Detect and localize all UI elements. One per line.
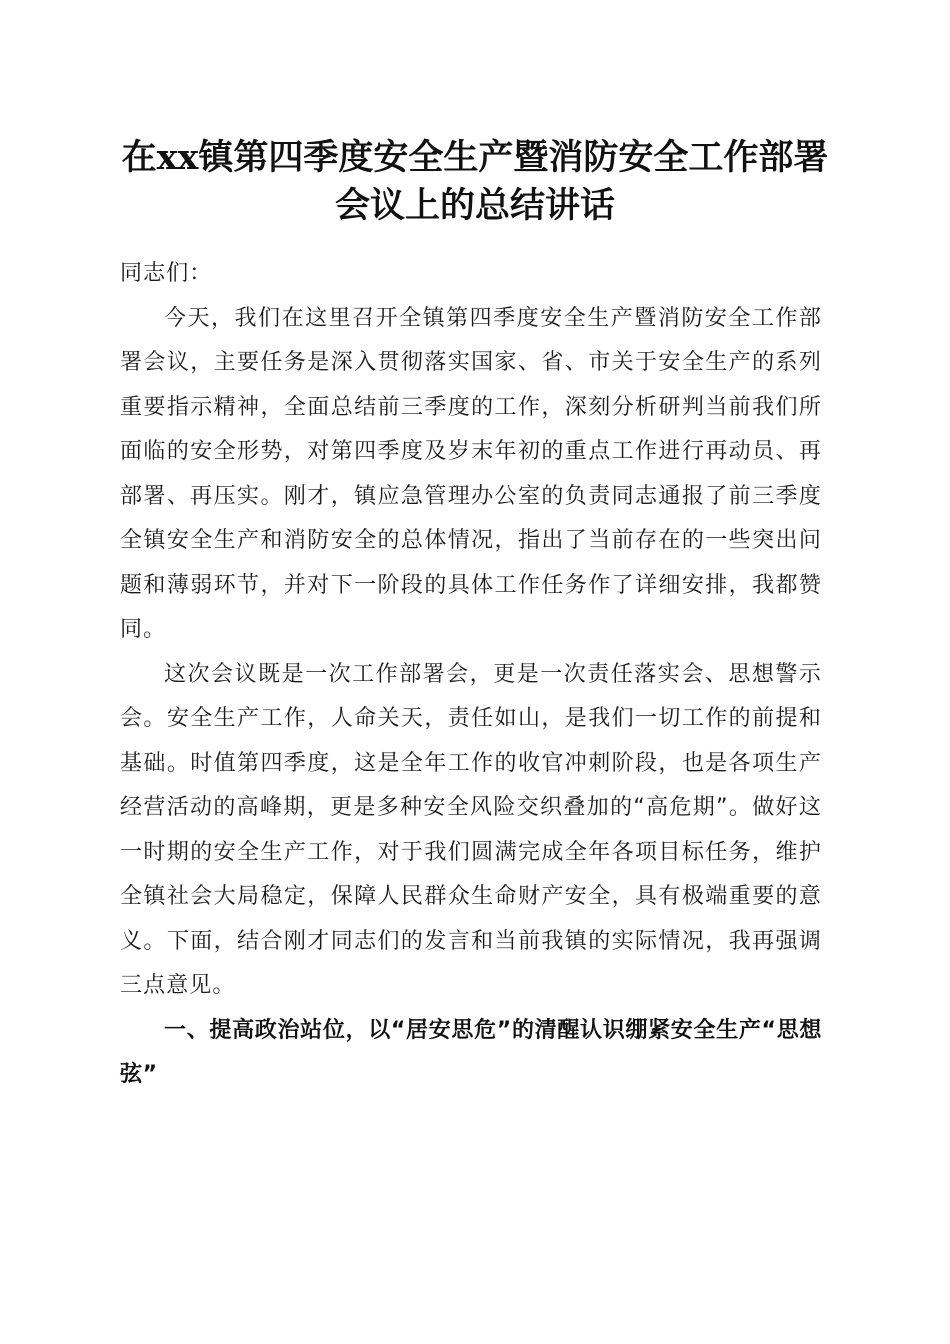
section-heading: 一、提高政治站位，以“居安思危”的清醒认识绷紧安全生产“思想弦”	[120, 1017, 822, 1087]
salutation: 同志们：	[120, 261, 213, 286]
document-body	[120, 252, 822, 1098]
paragraph: 这次会议既是一次工作部署会，更是一次责任落实会、思想警示会。安全生产工作，人命关天，责任如山，是我们一切工作的前提和基础。时值第四季度，这是全年工作的收官冲刺阶段，也是各项生产经营活动的高峰期，更是多种安全风险交织叠加的“高危期”。做好这一时期的安全生产工作，对于我们圆满完成全年各项目标任务，维护全镇社会大局稳定，保障人民群众生命财产安全，具有极端重要的意义。下面，结合刚才同志们的发言和当前我镇的实际情况，我再强调三点意见。	[120, 661, 822, 998]
page-title: 在xx镇第四季度安全生产暨消防安全工作部署会议上的总结讲话	[121, 137, 829, 226]
paragraph: 今天，我们在这里召开全镇第四季度安全生产暨消防安全工作部署会议，主要任务是深入贯彻落实国家、省、市关于安全生产的系列重要指示精神，全面总结前三季度的工作，深刻分析研判当前我们所面临的安全形势，对第四季度及岁末年初的重点工作进行再动员、再部署、再压实。刚才，镇应急管理办公室的负责同志通报了前三季度全镇安全生产和消防安全的总体情况，指出了当前存在的一些突出问题和薄弱环节，并对下一阶段的具体工作任务作了详细安排，我都赞同。	[120, 305, 822, 642]
